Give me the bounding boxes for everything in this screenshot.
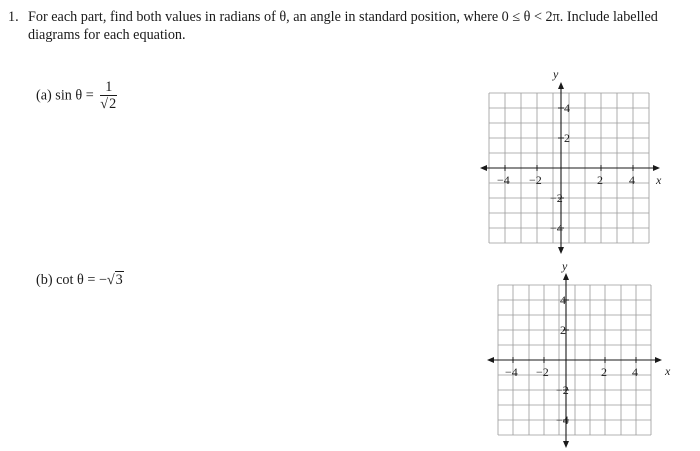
y-tick-label: 2 [564,131,570,145]
x-tick-label: 2 [597,173,603,187]
part-a-radicand: 2 [109,96,117,112]
part-a-label: (a) [36,87,52,104]
part-b-label: (b) [36,272,53,288]
x-tick-label: −2 [536,365,549,379]
x-tick-label: 2 [601,365,607,379]
y-tick-label: 4 [560,293,566,307]
x-tick-label: 4 [629,173,635,187]
problem-number: 1. [8,9,19,25]
x-tick-label: −4 [505,365,518,379]
part-b-lhs: cot θ = − [56,272,107,288]
y-tick-label: 2 [560,323,566,337]
y-axis-label: y [553,67,559,81]
coordinate-grid-b [486,260,676,450]
x-tick-label: −2 [529,173,542,187]
axes [491,276,658,444]
part-b-radicand: 3 [115,272,123,288]
problem-text-line2: diagrams for each equation. [28,27,186,43]
part-b-equation [36,272,124,289]
y-tick-label: −4 [556,413,569,427]
y-tick-label: −4 [550,221,563,235]
x-tick-label: −4 [497,173,510,187]
part-a-lhs: sin θ = [55,87,94,104]
x-axis-label: x [656,173,662,187]
part-a-numerator: 1 [100,79,117,96]
radical-sign: √ [106,272,115,288]
part-a-denominator [100,96,117,113]
radical-sign: √ [100,96,109,112]
y-axis-label: y [562,260,568,273]
y-tick-label: −2 [550,191,563,205]
x-tick-label: 4 [632,365,638,379]
coordinate-grid-a [480,65,670,255]
part-a-equation [36,79,117,113]
y-tick-label: 4 [564,101,570,115]
y-tick-label: −2 [556,383,569,397]
problem-statement [8,8,692,44]
part-a-fraction [100,79,117,113]
x-axis-label: x [665,364,671,378]
problem-text-line1: For each part, find both values in radians of θ, an angle in standard position, where 0 ≤ θ < 2π. Include labelled [28,9,658,25]
